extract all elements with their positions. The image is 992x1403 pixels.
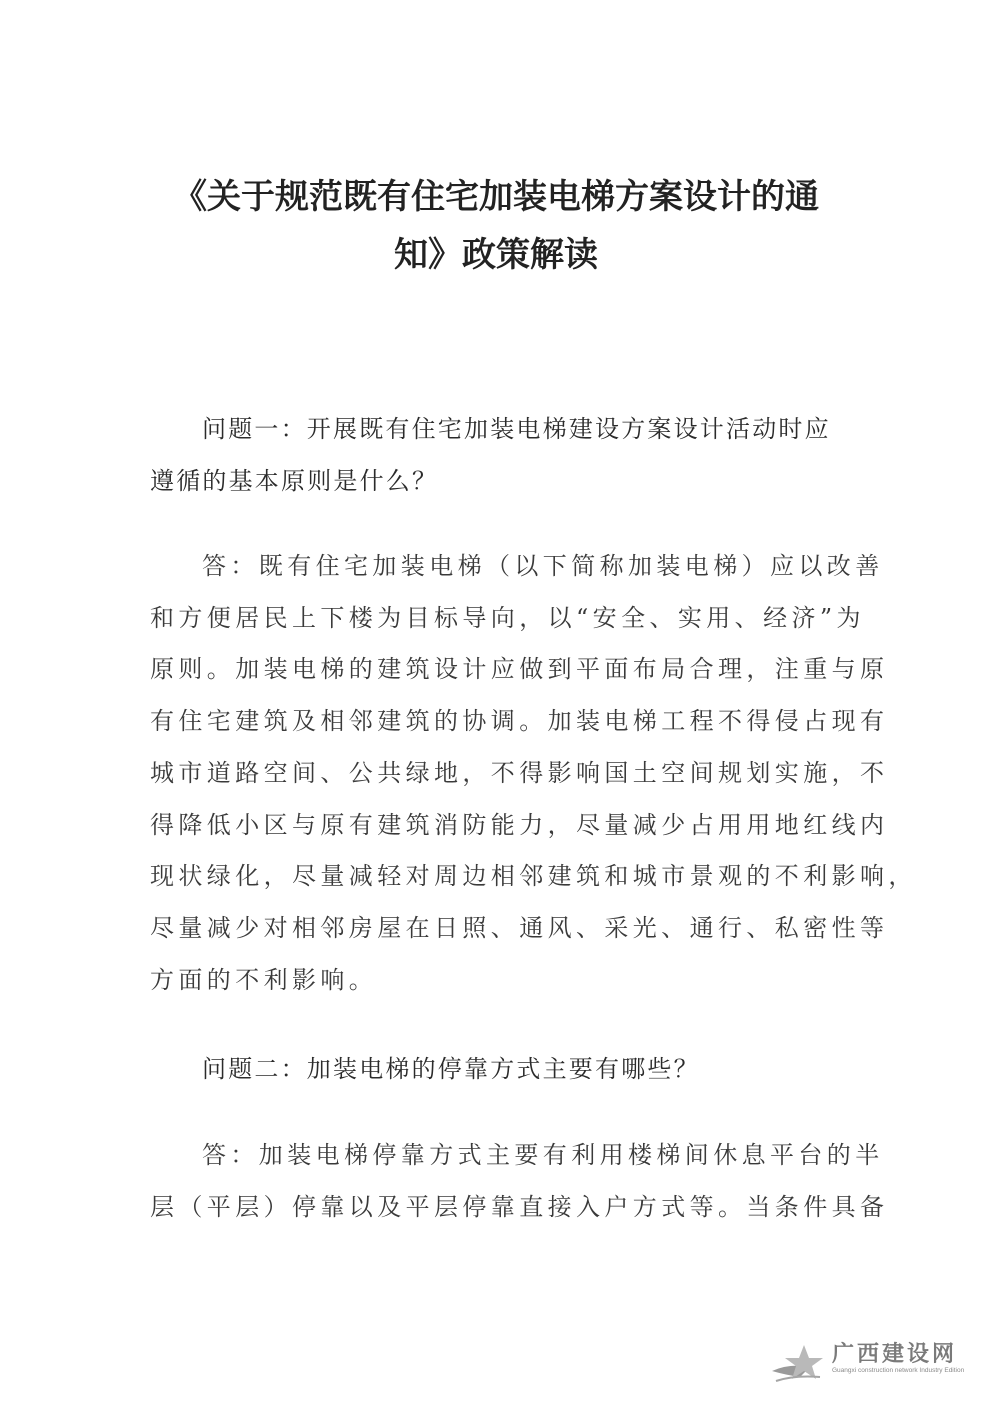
question-2-line: 问题二：加装电梯的停靠方式主要有哪些？ bbox=[202, 1055, 700, 1083]
answer-1 bbox=[150, 541, 917, 1006]
document-title bbox=[150, 168, 842, 284]
answer-2 bbox=[150, 1130, 889, 1233]
answer-1-line: 尽量减少对相邻房屋在日照、通风、采光、通行、私密性等 bbox=[150, 913, 889, 942]
answer-2-line: 层（平层）停靠以及平层停靠直接入户方式等。当条件具备 bbox=[150, 1192, 889, 1221]
site-watermark bbox=[770, 1337, 980, 1393]
question-1 bbox=[150, 404, 830, 507]
answer-1-line: 得降低小区与原有建筑消防能力，尽量减少占用用地红线内 bbox=[150, 810, 889, 839]
title-line: 知》政策解读 bbox=[394, 235, 598, 275]
question-1-line: 遵循的基本原则是什么？ bbox=[150, 466, 439, 495]
watermark-name: 广西建设网 bbox=[832, 1341, 958, 1367]
answer-1-line: 方面的不利影响。 bbox=[150, 965, 378, 994]
answer-2-line: 答：加装电梯停靠方式主要有利用楼梯间休息平台的半 bbox=[202, 1141, 884, 1169]
title-line: 《关于规范既有住宅加装电梯方案设计的通 bbox=[173, 177, 819, 217]
answer-1-line: 城市道路空间、公共绿地，不得影响国土空间规划实施，不 bbox=[150, 758, 889, 787]
answer-1-line: 现状绿化，尽量减轻对周边相邻建筑和城市景观的不利影响， bbox=[150, 862, 917, 891]
answer-1-line: 答：既有住宅加装电梯（以下简称加装电梯）应以改善 bbox=[202, 552, 884, 580]
watermark-subtitle: Guangxi construction network Industry Edition bbox=[832, 1367, 965, 1374]
answer-1-line: 有住宅建筑及相邻建筑的协调。加装电梯工程不得侵占现有 bbox=[150, 707, 889, 736]
question-1-line: 问题一：开展既有住宅加装电梯建设方案设计活动时应 bbox=[202, 415, 831, 443]
answer-1-line: 原则。加装电梯的建筑设计应做到平面布局合理，注重与原 bbox=[150, 655, 889, 684]
answer-1-line: 和方便居民上下楼为目标导向，以“安全、实用、经济”为 bbox=[150, 603, 865, 632]
star-logo-icon bbox=[770, 1341, 834, 1387]
question-2 bbox=[150, 1044, 830, 1096]
